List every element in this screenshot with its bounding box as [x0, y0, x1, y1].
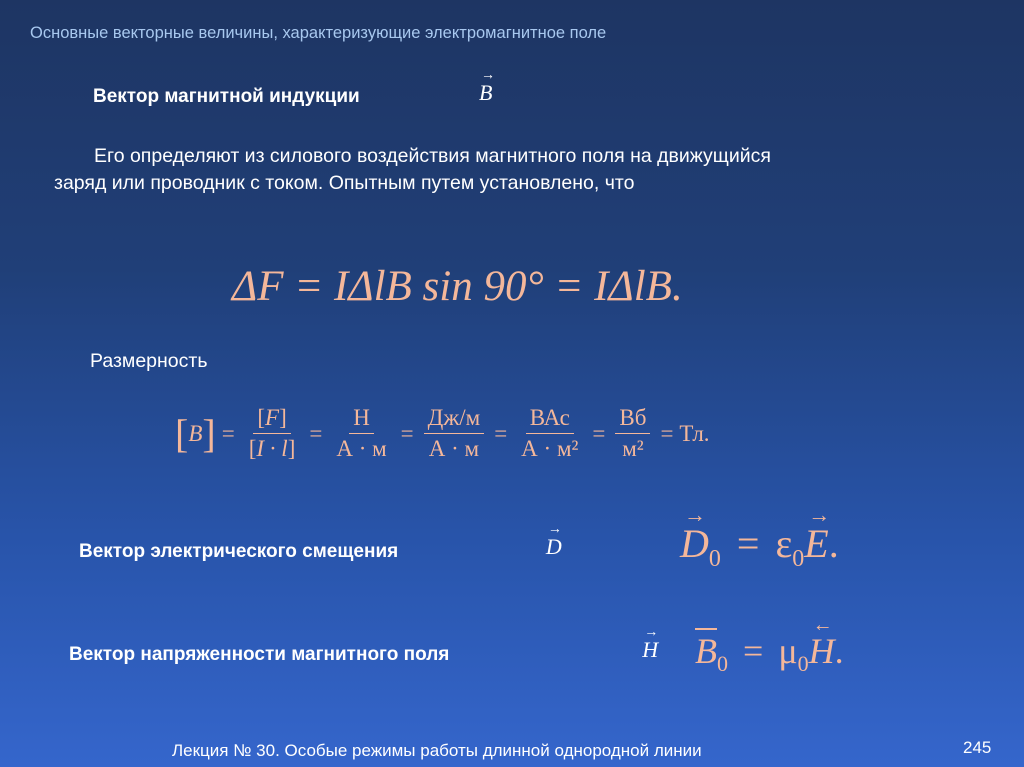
arrow-icon: ← — [812, 614, 833, 636]
arrow-icon: → — [644, 625, 659, 640]
vector-h-symbol: → H — [642, 625, 659, 662]
arrow-icon: → — [547, 522, 562, 537]
field-strength-formula: $B_0 = \mu_0$ ← H. — [695, 614, 844, 677]
heading-electric-displacement: Вектор электрического смещения — [79, 541, 399, 562]
fraction-3: $\frac{Дж/м}{А \cdot м}$ — [424, 405, 485, 462]
dimension-result: Тл. — [679, 420, 710, 446]
fraction-4: $\frac{\text{ВАс}}{\text{А · м²}}$ — [521, 405, 579, 461]
dimension-formula: [ B ] = $\frac{[F]}{[I \cdot l]}$ = $\frac{Н}{А \cdot м}$ = $\frac{Дж/м}{А \cdot м}$ = $\frac{\text{ВАс}}{\text{А · м²}}$ = $\frac{Вб}{\text{м²}}$ = Тл. — [175, 405, 710, 461]
fraction-5: $\frac{Вб}{\text{м²}}$ — [615, 405, 650, 462]
heading-magnetic-induction: Вектор магнитной индукции — [93, 86, 360, 107]
arrow-icon: → — [684, 502, 706, 527]
fraction-2: $\frac{Н}{А \cdot м}$ — [336, 405, 387, 461]
arrow-icon: → — [481, 68, 495, 83]
heading-magnetic-field-strength: Вектор напряженности магнитного поля — [69, 644, 450, 665]
page-number: 245 — [963, 738, 992, 757]
vector-d-symbol: → D — [545, 522, 562, 559]
footer-lecture-title: Лекция № 30. Особые режимы работы длинной однородной линии — [172, 741, 702, 760]
fraction-1: $\frac{[F]}{[I \cdot l]}$ — [248, 405, 296, 461]
vector-b-symbol: → B — [479, 68, 495, 105]
arrow-icon: → — [808, 502, 831, 527]
slide-header: Основные векторные величины, характеризующие электромагнитное поле — [30, 24, 607, 42]
definition-paragraph: Его определяют из силового воздействия магнитного поля на движущийся заряд или проводник с током. Опытным путем установлено, что — [54, 145, 771, 194]
displacement-formula: → $D_0 = \varepsilon_0$ → E. — [680, 502, 839, 572]
dimension-label: Размерность — [90, 350, 208, 372]
force-formula: ΔF = IΔlB sin 90° = IΔlB. — [232, 263, 683, 310]
